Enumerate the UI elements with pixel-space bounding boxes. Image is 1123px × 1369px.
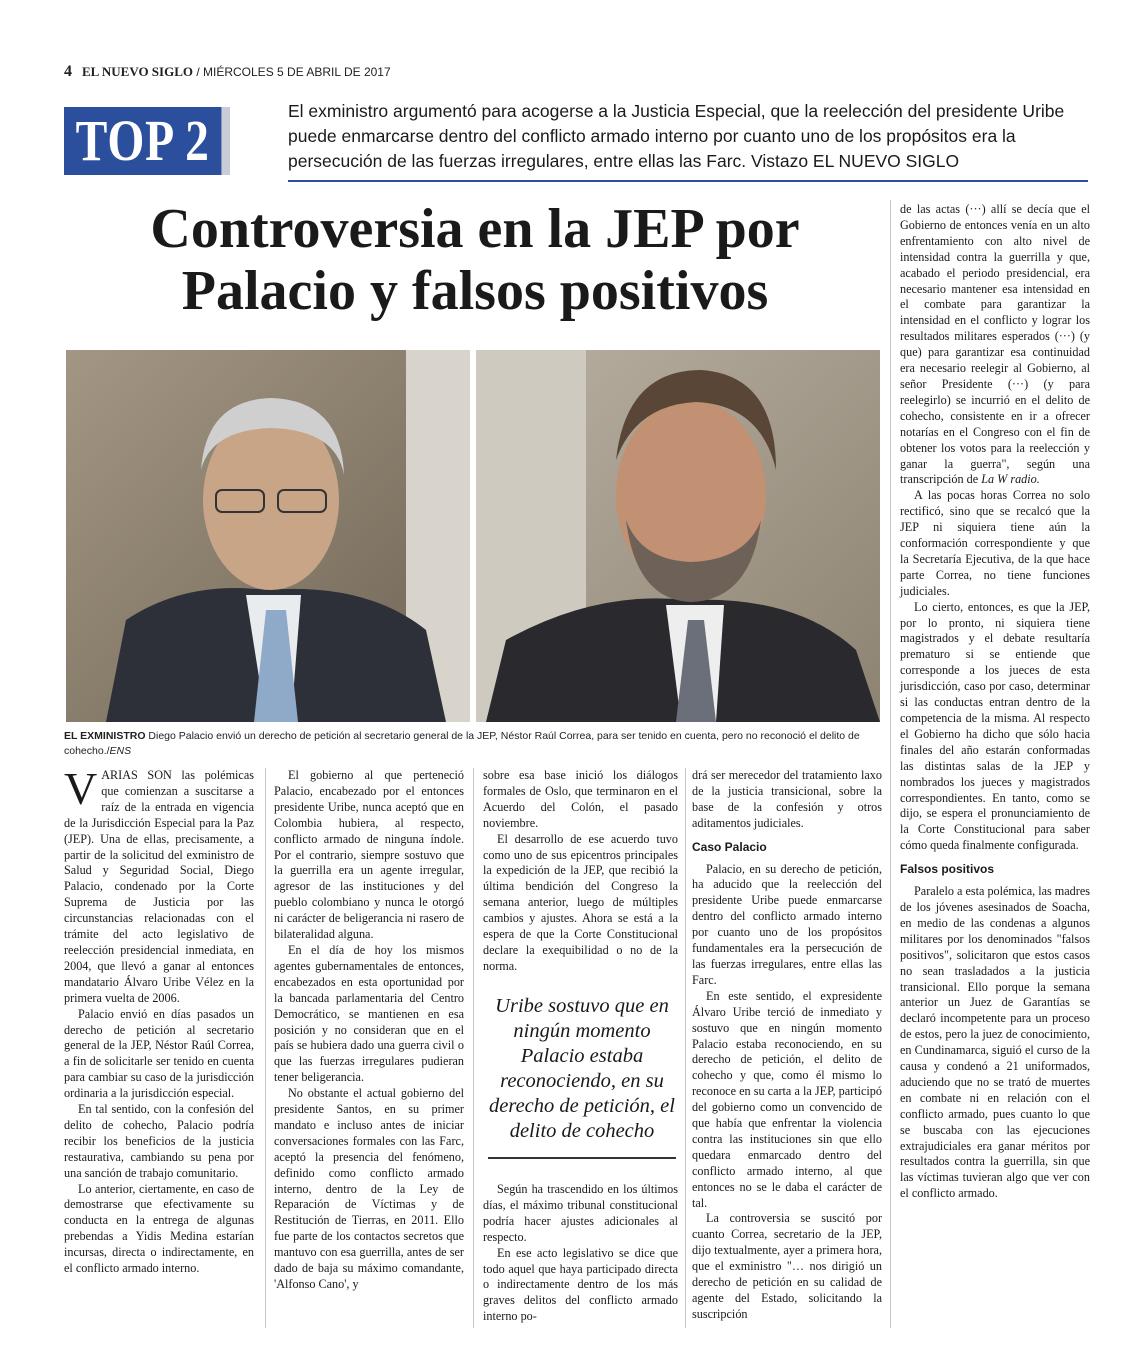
subhead-falsos-positivos: Falsos positivos (900, 862, 995, 877)
pull-quote: Uribe sostuvo que en ningún momento Palacio estaba reconociendo, en su derecho de petición, el delito de cohecho (489, 995, 675, 1142)
caption-text: Diego Palacio envió un derecho de petición al secretario general de la JEP, Néstor Raúl Correa, para ser tenido en cuenta, pero no reconoció el delito de cohecho./ (64, 730, 860, 757)
col5-italic-source: La W radio. (981, 472, 1040, 487)
col2-paragraph: En el día de hoy los mismos agentes gubernamentales de entonces, encabezados en esta oportunidad por la bancada parlamentaria del Centro Democrático, se mantienen en esa posición y no consideran que en el país se hubiera dado una guerra civil o que las fuerzas irregulares pudieran tener beligerancia. (274, 942, 464, 1085)
col5-paragraph: de las actas (···) allí se decía que el Gobierno de entonces venía en un alto enfrentamiento con alto nivel de intensidad contra la guerrilla y que, acabado el periodo presidencial, era necesario mantener esa intensidad en el combate para garantizar la intensidad en el conflicto y lograr los resultados militares esperados (···) (y que) para garantizar esa continuidad era necesario reelegir al Gobierno, al señor Presidente (···) (y para reelegirlo) se incurrió en el delito de cohecho, consistente en ir a ofrecer notarías en el Congreso con el fin de obtener los votos para la reelección y ganar la guerra", según una transcripción de (900, 202, 1090, 487)
publication-date: / MIÉRCOLES 5 DE ABRIL DE 2017 (196, 65, 391, 79)
col2-paragraph: El gobierno al que perteneció Palacio, encabezado por el entonces presidente Uribe, nunca aceptó que en Colombia hubiera, al respecto, conflicto armado de ninguna índole. Por el contrario, siempre sostuvo que la guerrilla era un agente irregular, agresor de las instituciones y del pueblo colombiano y nunca le otorgó ni carácter de beligerancia ni rasero de bilateralidad alguna. (274, 768, 464, 942)
col4-paragraph: drá ser merecedor del tratamiento laxo de la justicia transicional, sobre la base de la confesión y otros aditamentos judiciales. (692, 768, 882, 830)
article-column-1 (64, 763, 254, 1277)
caption-credit: ENS (109, 745, 132, 757)
col3-paragraph: Según ha trascendido en los últimos días, el máximo tribunal constitucional podría hacer ajustes adicionales al respecto. (483, 1182, 678, 1244)
drop-cap: V (64, 763, 98, 814)
col3-paragraph: El desarrollo de ese acuerdo tuvo como uno de sus epicentros principales la expedición de la JEP, que recibió la última bendición del Congreso la semana anterior, luego de múltiples cambios y ajustes. Ahora se está a la espera de que la Corte Constitucional declare la exequibilidad o no de la norma. (483, 831, 678, 973)
col1-paragraph: Palacio envió en días pasados un derecho de petición al secretario general de la JEP, Néstor Raúl Correa, a fin de solicitarle ser tenido en cuenta para cambiar su caso de la jurisdicción ordinaria a la jurisdicción especial. (64, 1006, 254, 1101)
column-rule (265, 768, 266, 1328)
article-column-5 (900, 202, 1090, 1202)
col4-paragraph: Palacio, en su derecho de petición, ha aducido que la reelección del presidente Uribe puede enmarcarse dentro del conflicto armado interno por cuanto uno de los propósitos fundamentales era la persecución de las fuerzas irregulares, entre ellas las Farc. (692, 861, 882, 987)
portrait-correa-image (476, 350, 880, 722)
page-number: 4 (64, 63, 72, 80)
caption-lead-in: EL EXMINISTRO (64, 730, 146, 742)
col3-paragraph: sobre esa base inició los diálogos formales de Oslo, que terminaron en el Acuerdo del Colón, el pasado noviembre. (483, 768, 678, 830)
col4-paragraph: La controversia se suscitó por cuanto Correa, secretario de la JEP, dijo textualmente, ayer a primera hora, que el exministro "… nos dirigió un derecho de petición en su calidad de agente del Estado, solicitando la suscripción (692, 1211, 882, 1321)
headline: Controversia en la JEP por Palacio y falsos positivos (150, 198, 800, 322)
subhead-caso-palacio: Caso Palacio (692, 839, 767, 854)
column-rule (890, 200, 891, 1328)
article-column-3-top (483, 768, 678, 975)
col4-paragraph: En este sentido, el expresidente Álvaro Uribe terció de inmediato y sostuvo que en ningún momento Palacio estaba reconociendo, en su derecho de petición, el delito de cohecho y que, como él mismo lo reconoce en su carta a la JEP, participó del gobierno como un convencido de que había que enfrentar la violencia contra las instituciones sin que ello quedara enmarcado dentro del conflicto armado interno, al que entonces no se le daba el carácter de tal. (692, 988, 882, 1210)
col1-paragraph: ARIAS SON las polémicas que comienzan a suscitarse a raíz de la entrada en vigencia de la Jurisdicción Especial para la Paz (JEP). Una de ellas, precisamente, a partir de la solicitud del exministro de Salud y Seguridad Social, Diego Palacio, condenado por la Corte Suprema de Justicia por las circunstancias relacionadas con el trámite del acto legislativo de reelección presidencial inmediata, en 2004, que llevó a ganar al entonces mandatario Álvaro Uribe Vélez en la primera vuelta de 2006. (64, 768, 254, 1005)
article-column-2 (274, 768, 464, 1293)
col1-paragraph: En tal sentido, con la confesión del delito de cohecho, Palacio podría recibir los beneficios de la justicia restaurativa, cambiando su pena por una sanción de trabajo comunitario. (64, 1102, 254, 1180)
col1-paragraph: Lo anterior, ciertamente, en caso de demostrarse que efectivamente su conducta en la entrega de algunas prebendas a Yidis Medina estarían incursas, directa o indirectamente, en el conflicto armado interno. (64, 1181, 254, 1276)
col5-paragraph: Lo cierto, entonces, es que la JEP, por lo pronto, ni siquiera tiene magistrados y el debate resultaría prematuro si se entiende que corresponde a los jueces de esta jurisdicción, caso por caso, determinar si las conductas entran dentro de la competencia de la misma. Al respecto el Gobierno ha dicho que sólo hacia finales del año estarán conformadas las distintas salas de la JEP y nombrados los jueces y magistrados correspondientes. En tanto, como se dijo, se espera el pronunciamiento de la Corte Constitucional para saber cómo queda finalmente configurada. (900, 599, 1090, 853)
col3-paragraph: En ese acto legislativo se dice que todo aquel que haya participado directa o indirectamente dentro de los más graves delitos del conflicto armado interno po- (483, 1245, 678, 1324)
section-badge: TOP 2 (64, 107, 230, 175)
portrait-palacio-image (66, 350, 470, 722)
photo-right (476, 350, 880, 722)
col5-paragraph: Paralelo a esta polémica, las madres de los jóvenes asesinados de Soacha, en medio de las condenas a algunos militares por los denominados "falsos positivos", solicitaron que estos casos no sean trasladados a la justicia transicional. Ello porque la semana anterior un Juez de Garantías se declaró incompetente para un proceso de estos, pero la juez de conocimiento, en Cundinamarca, siguió el curso de la causa y condenó a 21 uniformados, aduciendo que no se trató de muertes en combate ni en relación con el conflicto armado, pues cuanto lo que se buscaba con las ejecuciones extrajudiciales era ganar méritos por resultados contra la guerrilla, sin que las víctimas tuvieran algo que ver con el conflicto armado. (900, 884, 1090, 1201)
col2-paragraph: No obstante el actual gobierno del presidente Santos, en su primer mandato e incluso antes de iniciar conversaciones formales con las Farc, aceptó la presencia del fenómeno, definido como conflicto armado interno, dentro de la Ley de Reparación de Víctimas y de Restitución de Tierras, en 2011. Ello fue parte de los contactos secretos que mantuvo con esa guerrilla, antes de ser dado de baja su máximo comandante, 'Alfonso Cano', y (274, 1086, 464, 1291)
article-column-3-bottom (483, 1182, 678, 1325)
lead-paragraph: El exministro argumentó para acogerse a la Justicia Especial, que la reelección del presidente Uribe puede enmarcarse dentro del conflicto armado interno por cuanto uno de los propósitos era la persecución de las fuerzas irregulares, entre ellas las Farc. Vistazo EL NUEVO SIGLO (288, 101, 1065, 171)
photo-caption (64, 729, 880, 759)
pull-quote-rule (488, 1157, 676, 1159)
column-rule (473, 768, 474, 1328)
photo-left (66, 350, 470, 722)
lead-rule (288, 180, 1088, 182)
page-header (64, 63, 391, 81)
newspaper-brand: EL NUEVO SIGLO (82, 64, 193, 79)
article-column-4 (692, 768, 882, 1323)
column-rule (685, 768, 686, 1328)
col5-paragraph: A las pocas horas Correa no solo rectificó, sino que se recalcó que la JEP ni siquiera tiene aún la conformación correspondiente y que la Secretaría Ejecutiva, de la que hace parte Correa, no tiene funciones judiciales. (900, 488, 1090, 598)
